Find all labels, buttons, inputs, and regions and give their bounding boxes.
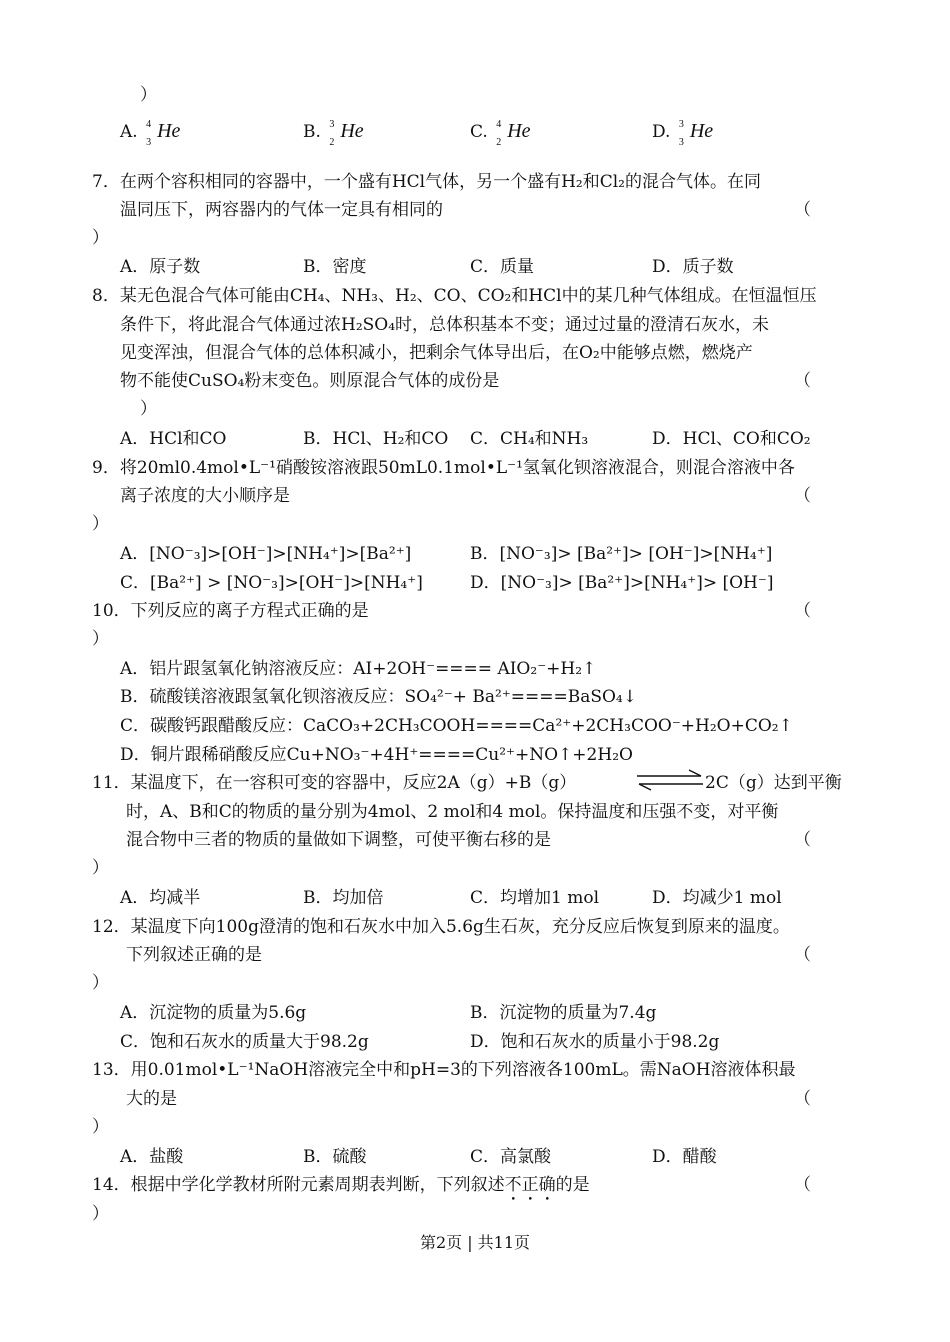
q10-option-d[interactable]: D．铜片跟稀硝酸反应Cu+NO₃⁻+4H⁺====Cu²⁺+NO↑+2H₂O [120,745,633,765]
q11-close-paren: ） [92,858,109,878]
q9-option-c[interactable]: C．[Ba²⁺] > [NO⁻₃]>[OH⁻]>[NH₄⁺] [120,573,423,593]
q9-stem-line2: 离子浓度的大小顺序是 [120,486,290,506]
q10-open-paren: （ [794,601,811,621]
q11-open-paren: （ [794,830,811,850]
isotope-symbol: 3 3 He [678,119,714,148]
option-label: D. [652,122,671,142]
q12-close-paren: ） [92,973,109,993]
q11-stem-line1b: 2C（g）达到平衡 [705,773,842,793]
q7-open-paren: （ [794,200,811,220]
q9-close-paren: ） [92,514,109,534]
q9-option-d[interactable]: D．[NO⁻₃]> [Ba²⁺]>[NH₄⁺]> [OH⁻] [470,573,774,593]
isotope-symbol: 3 2 He [329,119,364,148]
q8-stem-line4: 物不能使CuSO₄粉末变色。则原混合气体的成份是 [120,371,500,391]
q7-option-c[interactable]: C．质量 [470,257,535,277]
option-label: A. [120,122,138,142]
q12-open-paren: （ [794,945,811,965]
q12-stem-line1: 12．某温度下向100g澄清的饱和石灰水中加入5.6g生石灰，充分反应后恢复到原来的温度。 [92,917,790,937]
q6-option-d[interactable] [652,119,714,148]
q6-option-c[interactable] [470,119,531,148]
q10-stem-line1: 10．下列反应的离子方程式正确的是 [92,601,369,621]
q8-option-b[interactable]: B．HCl、H₂和CO [303,429,449,449]
q10-option-a[interactable]: A．铝片跟氢氧化钠溶液反应：AI+2OH⁻==== AIO₂⁻+H₂↑ [120,659,597,679]
q9-option-a[interactable]: A．[NO⁻₃]>[OH⁻]>[NH₄⁺]>[Ba²⁺] [120,544,412,564]
q11-stem-line2: 时，A、B和C的物质的量分别为4mol、2 mol和4 mol。保持温度和压强不变，对平衡 [126,802,779,822]
q7-option-b[interactable]: B．密度 [303,257,367,277]
q12-option-c[interactable]: C．饱和石灰水的质量大于98.2g [120,1032,369,1052]
q12-option-d[interactable]: D．饱和石灰水的质量小于98.2g [470,1032,720,1052]
q14-stem-line1: 14．根据中学化学教材所附元素周期表判断，下列叙述不正确的是 [92,1175,590,1195]
q6-option-a[interactable] [120,119,181,148]
q11-option-c[interactable]: C．均增加1 mol [470,888,600,908]
option-label: B. [303,122,321,142]
equilibrium-arrows-icon [635,768,705,792]
q10-option-b[interactable]: B．硫酸镁溶液跟氢氧化钡溶液反应：SO₄²⁻+ Ba²⁺====BaSO₄↓ [120,687,637,707]
isotope-symbol: 4 3 He [146,119,181,148]
q13-option-a[interactable]: A．盐酸 [120,1147,184,1167]
q12-stem-line2: 下列叙述正确的是 [126,945,262,965]
q11-option-d[interactable]: D．均减少1 mol [652,888,782,908]
page-footer: 第2页 | 共11页 [419,1233,531,1252]
isotope-symbol: 4 2 He [496,119,531,148]
q7-option-d[interactable]: D．质子数 [652,257,734,277]
q12-option-b[interactable]: B．沉淀物的质量为7.4g [470,1003,657,1023]
q10-option-c[interactable]: C．碳酸钙跟醋酸反应：CaCO₃+2CH₃COOH====Ca²⁺+2CH₃COO⁻+H₂O+CO₂↑ [120,716,793,736]
q13-close-paren: ） [92,1117,109,1137]
q7-stem-line1: 7．在两个容积相同的容器中，一个盛有HCl气体，另一个盛有H₂和Cl₂的混合气体。在同 [92,172,761,192]
emphasis-dotted-text: 不正确 [504,1175,556,1195]
q8-stem-line1: 8．某无色混合气体可能由CH₄、NH₃、H₂、CO、CO₂和HCl中的某几种气体组成。在恒温恒压 [92,286,817,306]
q13-option-d[interactable]: D．醋酸 [652,1147,717,1167]
q7-close-paren: ） [92,228,109,248]
q13-option-b[interactable]: B．硫酸 [303,1147,367,1167]
q11-stem-line3: 混合物中三者的物质的量做如下调整，可使平衡右移的是 [126,830,551,850]
q7-option-a[interactable]: A．原子数 [120,257,201,277]
q14-close-paren: ） [92,1204,109,1224]
q6-close-paren: ） [140,85,157,105]
q6-option-b[interactable] [303,119,364,148]
q9-stem-line1: 9．将20ml0.4mol•L⁻¹硝酸铵溶液跟50mL0.1mol•L⁻¹氢氧化钡溶液混合，则混合溶液中各 [92,458,795,478]
q13-open-paren: （ [794,1089,811,1109]
q9-open-paren: （ [794,486,811,506]
q14-open-paren: （ [794,1175,811,1195]
q8-close-paren: ） [140,399,157,419]
q8-option-c[interactable]: C．CH₄和NH₃ [470,429,589,449]
q8-stem-line2: 条件下，将此混合气体通过浓H₂SO₄时，总体积基本不变；通过过量的澄清石灰水，未 [120,315,770,335]
q10-close-paren: ） [92,629,109,649]
q11-stem-line1a: 11．某温度下，在一容积可变的容器中，反应2A（g）+B（g） [92,773,577,793]
q8-option-d[interactable]: D．HCl、CO和CO₂ [652,429,811,449]
q9-option-b[interactable]: B．[NO⁻₃]> [Ba²⁺]> [OH⁻]>[NH₄⁺] [470,544,773,564]
q7-stem-line2: 温同压下，两容器内的气体一定具有相同的 [120,200,443,220]
q8-stem-line3: 见变浑浊，但混合气体的总体积减小，把剩余气体导出后，在O₂中能够点燃，燃烧产 [120,343,753,363]
q13-stem-line1: 13．用0.01mol•L⁻¹NaOH溶液完全中和pH=3的下列溶液各100mL。需NaOH溶液体积最 [92,1060,796,1080]
q11-option-a[interactable]: A．均减半 [120,888,201,908]
q11-option-b[interactable]: B．均加倍 [303,888,384,908]
q13-option-c[interactable]: C．高氯酸 [470,1147,552,1167]
q12-option-a[interactable]: A．沉淀物的质量为5.6g [120,1003,307,1023]
q8-option-a[interactable]: A．HCl和CO [120,429,227,449]
q8-open-paren: （ [794,371,811,391]
option-label: C. [470,122,488,142]
q13-stem-line2: 大的是 [126,1089,177,1109]
